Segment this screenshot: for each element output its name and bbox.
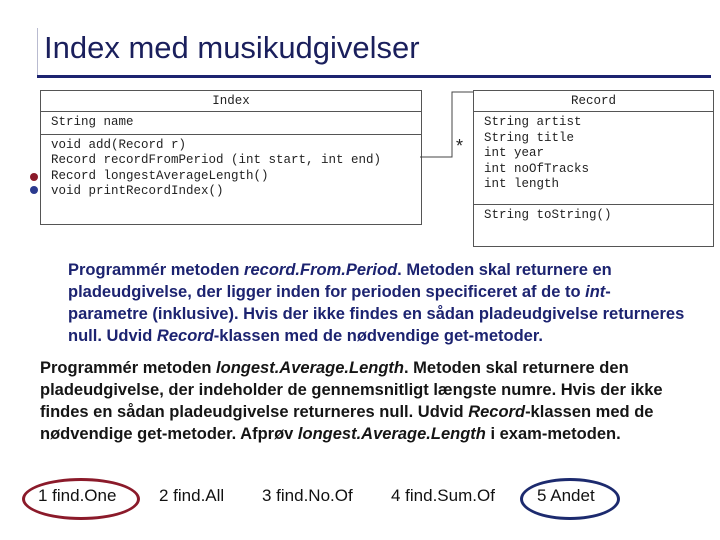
index-class-name: Index	[41, 91, 421, 112]
method-name: longest.Average.Length	[297, 425, 486, 443]
task2-text-part: . Metoden skal returnere den pladeudgivelse, der indeholder de gennemsnitligt længste numre. Hvis der ikke findes en sådan pladeudgivelse returneres null. Udvid	[40, 359, 663, 421]
bullet-dot-1	[30, 173, 38, 181]
index-attribute: String name	[51, 115, 134, 129]
index-method: void printRecordIndex()	[51, 184, 224, 198]
answer-options	[0, 478, 720, 518]
option-4[interactable]: 4 find.Sum.Of	[391, 486, 495, 505]
class-name: Record	[156, 327, 214, 345]
bullet-dot-2	[30, 186, 38, 194]
record-attribute: int noOfTracks	[484, 161, 590, 176]
task2-text-part: Programmér metoden	[40, 359, 217, 377]
record-attribute: String title	[484, 130, 575, 145]
task1-text-part: Programmér metoden	[68, 261, 245, 279]
index-method: Record longestAverageLength()	[51, 168, 269, 183]
task2-text	[40, 357, 685, 445]
task1-text-part: -parametre (inklusive). Hvis der ikke findes en sådan pladeudgivelse returneres null. Udvid	[68, 283, 685, 345]
task1-text	[68, 259, 688, 347]
association-line	[420, 92, 473, 157]
option-3[interactable]: 3 find.No.Of	[262, 486, 353, 505]
record-attribute: String artist	[484, 115, 582, 129]
task1-text-part: . Metoden skal returnere en pladeudgivelse, der ligger inden for perioden specificeret af de to	[68, 261, 612, 301]
option-2[interactable]: 2 find.All	[159, 486, 225, 505]
task1-text-part: -klassen med de nødvendige get-metoder.	[213, 327, 543, 345]
type-name: int	[585, 283, 606, 301]
record-attribute: int year	[484, 146, 545, 160]
method-name: longest.Average.Length	[216, 359, 404, 377]
task2-text-part: -klassen med de nødvendige get-metoder. Afprøv	[40, 403, 654, 443]
class-name: Record	[468, 403, 526, 421]
option-5[interactable]: 5 Andet	[537, 486, 595, 505]
index-method: Record recordFromPeriod (int start, int end)	[51, 153, 382, 167]
page-title: Index med musikudgivelser	[44, 30, 420, 65]
index-method: void add(Record r)	[51, 137, 187, 152]
record-method: String toString()	[484, 208, 612, 222]
method-name: record.From.Period	[244, 261, 398, 279]
task2-text-part: i exam-metoden.	[485, 425, 621, 443]
record-class-name: Record	[474, 91, 713, 112]
option-1[interactable]: 1 find.One	[38, 486, 117, 505]
multiplicity-label: *	[456, 136, 464, 156]
record-attribute: int length	[484, 177, 560, 191]
